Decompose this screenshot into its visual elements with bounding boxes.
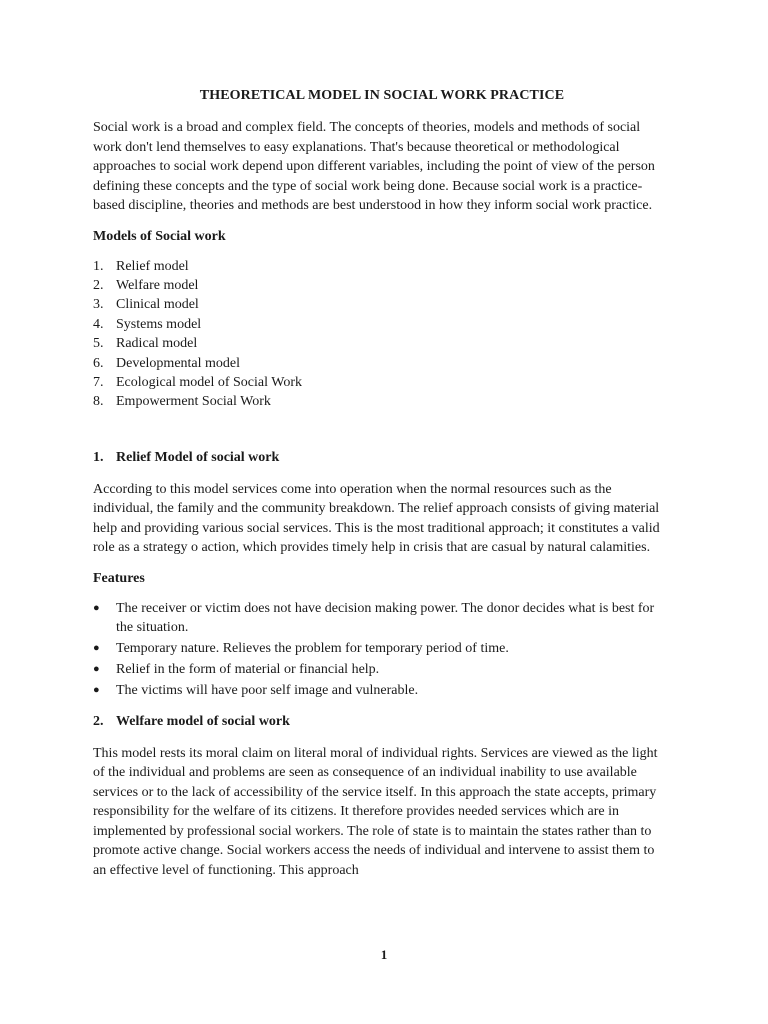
- page-content: [93, 86, 671, 891]
- models-list-item: 7. Ecological model of Social Work: [93, 374, 303, 390]
- section-2-heading: 2. Welfare model of social work: [93, 713, 290, 729]
- section-1-body: According to this model services come into operation when the normal resources such as the individual, the family and the community breakdown. The relief approach consists of giving material help and providing various social services. This is the most traditional approach; it constitutes a valid role as a strategy o action, which provides timely help in crisis that are casual by natural calamities.: [93, 481, 660, 556]
- feature-item: ● Relief in the form of material or financial help.: [93, 660, 671, 680]
- bullet-icon: ●: [93, 684, 100, 697]
- feature-item: ● The receiver or victim does not have decision making power. The donor decides what is best for the situation.: [93, 599, 671, 638]
- models-list-item: 1. Relief model: [93, 258, 189, 274]
- feature-item: ● Temporary nature. Relieves the problem for temporary period of time.: [93, 639, 671, 659]
- bullet-icon: ●: [93, 663, 100, 676]
- features-list: [93, 599, 671, 701]
- models-list-item: 8. Empowerment Social Work: [93, 394, 271, 410]
- page-number: 1: [380, 947, 388, 962]
- feature-item: ● The victims will have poor self image and vulnerable.: [93, 681, 671, 701]
- section-1-heading: 1. Relief Model of social work: [93, 449, 280, 465]
- features-heading: Features: [93, 570, 145, 586]
- models-list-item: 2. Welfare model: [93, 277, 199, 293]
- models-list-item: 6. Developmental model: [93, 355, 241, 371]
- models-heading: Models of Social work: [93, 228, 226, 244]
- section-2-body: This model rests its moral claim on literal moral of individual rights. Services are viewed as the light of the individual and problems are seen as consequence of an individual inability to use available services or to the lack of accessibility of the service itself. In this approach the state accepts, primary responsibility for the welfare of its citizens. It therefore provides needed services which are in implemented by professional social workers. The role of state is to maintain the states rather than to promote active change. Social workers access the needs of individual and intervene to assist them to an effective level of functioning. This approach: [93, 745, 658, 878]
- intro-paragraph: Social work is a broad and complex field. The concepts of theories, models and methods of social work don't lend themselves to easy explanations. That's because theoretical or methodological approaches to social work depend upon different variables, including the point of view of the person defining these concepts and the type of social work being done. Because social work is a practice-based discipline, theories and methods are best understood in how they inform social work practice.: [93, 120, 655, 213]
- bullet-icon: ●: [93, 601, 100, 614]
- models-list-item: 5. Radical model: [93, 336, 198, 352]
- models-list-item: 4. Systems model: [93, 316, 202, 332]
- bullet-icon: ●: [93, 642, 100, 655]
- models-list: [93, 257, 671, 412]
- models-list-item: 3. Clinical model: [93, 297, 199, 313]
- document-title: THEORETICAL MODEL IN SOCIAL WORK PRACTICE: [199, 88, 565, 103]
